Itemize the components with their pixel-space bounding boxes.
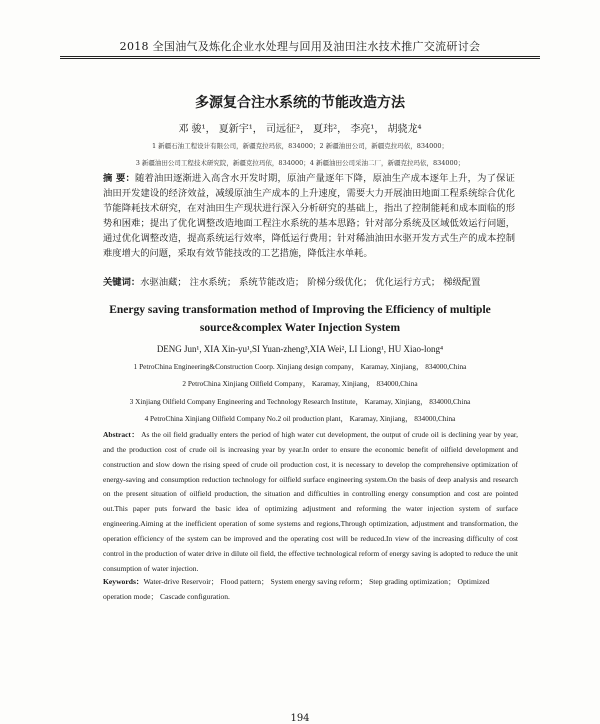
english-affiliation-4: 4 PetroChina Xinjiang Oilfield Company No.2 oil production plant， Karamay, Xinjiang， 834000,China — [144, 414, 456, 423]
chinese-affiliation-line-1: 1 新疆石油工程设计有限公司，新疆克拉玛依，834000；2 新疆油田公司，新疆克拉玛依，834000； — [151, 142, 449, 150]
chinese-keywords-text: 水驱油藏； 注水系统； 系统节能改造； 阶梯分级优化； 优化运行方式； 梯级配置 — [140, 277, 481, 288]
english-abstract-text: As the oil field gradually enters the period of high water cut development, the output of crude oil is declining year by year, and the production cost of crude oil is increasing year by year.In order to ensure the economic benefit of oilfield development and construction and slow down the rising speed of crude oil production cost, it is necessary to develop the comprehensive optimization of energy-saving and consumption reduction technology for oilfield surface engineering system.On the basis of deep analysis and research on the present situation of oilfield production, the situation and difficulties in controlling energy consumption and cost are pointed out.This paper puts forward the basic idea of optimizing adjustment and reforming the water injection system of surface engineering.Aiming at the inefficient operation of some systems and regions,Through optimization, adjustment and transformation, the operation efficiency of the system can be improved and the operating cost will be reduced.In view of the increasing difficulty of cost control in the production of water drive in dilute oil field, the effective technological reform of energy saving is adopted to reduce the unit consumption of water injection. — [103, 430, 518, 573]
header-rule-thin — [60, 58, 540, 59]
chinese-keywords-label: 关键词： — [103, 277, 141, 288]
english-title-line-2: source&complex Water Injection System — [199, 322, 401, 334]
english-abstract-label: Abstract： — [103, 430, 140, 439]
english-keywords — [103, 574, 518, 604]
english-title-line-1: Energy saving transformation method of Improving the Efficiency of multiple — [109, 304, 491, 316]
chinese-affiliation-line-2: 3 新疆油田公司工程技术研究院，新疆克拉玛依，834000；4 新疆油田公司采油二厂，新疆克拉玛依，834000； — [135, 159, 465, 167]
english-affiliation-2: 2 PetroChina Xinjiang Oilfield Company， Karamay, Xinjiang， 834000,China — [182, 379, 418, 388]
chinese-title: 多源复合注水系统的节能改造方法 — [195, 95, 405, 111]
english-abstract — [103, 428, 518, 576]
chinese-abstract-text: 随着油田逐渐进入高含水开发时期，原油产量逐年下降，原油生产成本逐年上升，为了保证油田开发建设的经济效益，减缓原油生产成本的上升速度，需要大力开展油田地面工程系统综合优化节能降耗技术研究，在对油田生产现状进行深入分析研究的基础上，指出了控制能耗和成本面临的形势和困难；提出了优化调整改造地面工程注水系统的基本思路；针对部分系统及区域低效运行问题，通过优化调整改造，提高系统运行效率，降低运行费用；针对稀油油田水驱开发方式生产的成本控制难度增大的问题，采取有效节能技改的工艺措施，降低注水单耗。 — [103, 173, 515, 259]
chinese-authors: 邓 骏¹， 夏新宇¹， 司远征²， 夏玮²， 李亮¹， 胡骁龙⁴ — [178, 124, 422, 135]
english-affiliation-1: 1 PetroChina Engineering&Construction Coorp. Xinjiang design company， Karamay, Xinjiang， 834000,China — [133, 362, 467, 371]
chinese-abstract — [103, 172, 515, 261]
english-authors: DENG Jun¹, XIA Xin-yu¹,SI Yuan-zheng³,XIA Wei², LI Liong¹, HU Xiao-long⁴ — [156, 344, 444, 354]
running-header: 2018 全国油气及炼化企业水处理与回用及油田注水技术推广交流研讨会 — [119, 40, 481, 53]
english-affiliation-3: 3 Xinjiang Oilfield Company Engineering and Technology Research Institute， Karamay, Xinjiang， 834000,China — [129, 397, 471, 406]
english-keywords-text: Water-drive Reservoir； Flood pattern； System energy saving reform； Step grading optimization； Optimized operation mode； Cascade configuration. — [103, 577, 490, 601]
header-rule — [60, 56, 540, 57]
english-keywords-label: Keywords： — [103, 577, 144, 586]
chinese-abstract-label: 摘 要： — [103, 173, 135, 184]
page-number: 194 — [290, 713, 310, 724]
chinese-keywords — [103, 274, 515, 288]
